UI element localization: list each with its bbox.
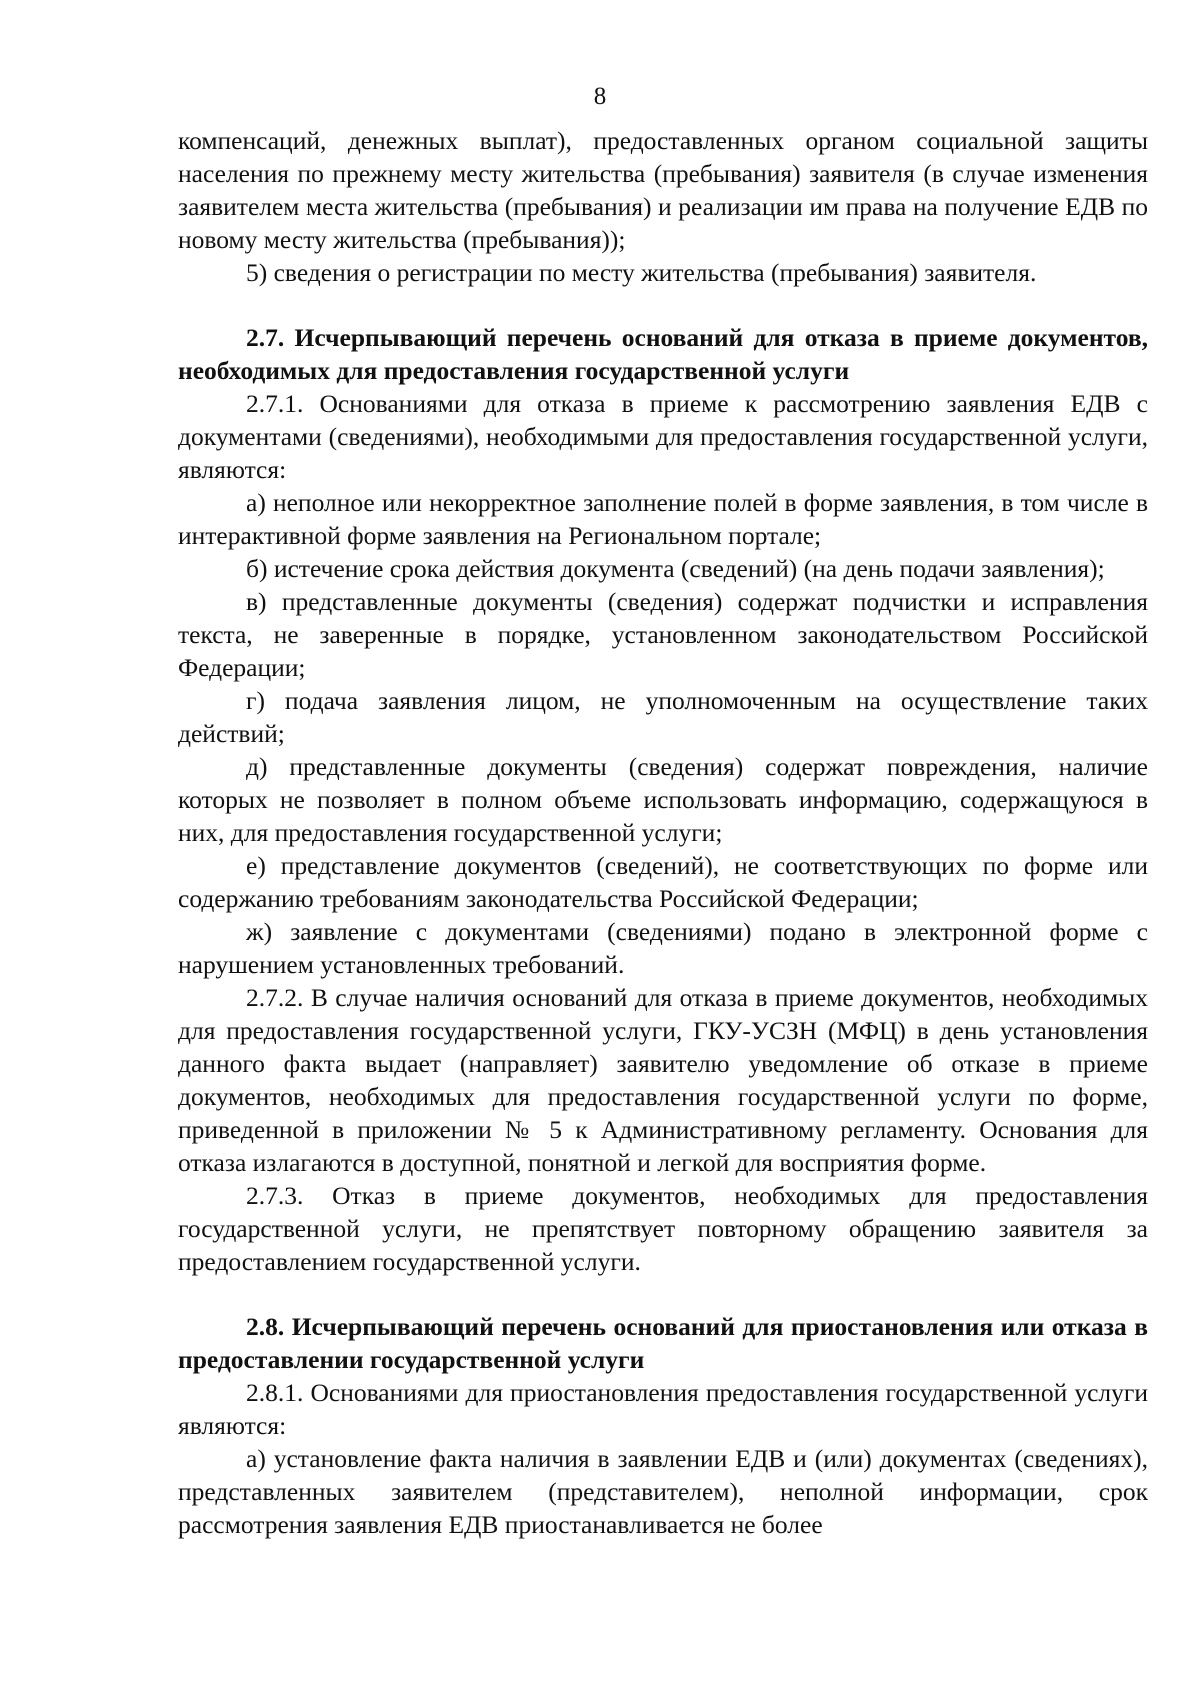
list-item-g: г) подача заявления лицом, не уполномоченным на осуществление таких действий;	[178, 686, 1148, 748]
list-item-zh: ж) заявление с документами (сведениями) подано в электронной форме с нарушением установленных требований.	[178, 917, 1148, 979]
list-item-d: д) представленные документы (сведения) содержат повреждения, наличие которых не позволяет в полном объеме использовать информацию, содержащуюся в них, для предоставления государственной услуги;	[178, 752, 1148, 847]
spacer	[178, 289, 1148, 321]
list-item-a: а) неполное или некорректное заполнение полей в форме заявления, в том числе в интерактивной форме заявления на Региональном портале;	[178, 488, 1148, 550]
list-item-b: б) истечение срока действия документа (сведений) (на день подачи заявления);	[246, 554, 1105, 583]
list-item-e: е) представление документов (сведений), не соответствующих по форме или содержанию требованиям законодательства Российской Федерации;	[178, 851, 1148, 913]
section-heading-2-7: 2.7. Исчерпывающий перечень оснований для отказа в приеме документов, необходимых для предоставления государственной услуги	[178, 323, 1148, 385]
paragraph-2-7-2: 2.7.2. В случае наличия оснований для отказа в приеме документов, необходимых для предоставления государственной услуги, ГКУ-УСЗН (МФЦ) в день установления данного факта выдает (направляет) заявителю уведомление об отказе в приеме документов, необходимых для предоставления государственной услуги по форме, приведенной в приложении № 5 к Административному регламенту. Основания для отказа излагаются в доступной, понятной и легкой для восприятия форме.	[178, 983, 1148, 1177]
document-body	[178, 124, 1148, 1541]
paragraph-2-7-1: 2.7.1. Основаниями для отказа в приеме к рассмотрению заявления ЕДВ с документами (сведениями), необходимыми для предоставления государственной услуги, являются:	[178, 389, 1148, 484]
list-item-v: в) представленные документы (сведения) содержат подчистки и исправления текста, не заверенные в порядке, установленном законодательством Российской Федерации;	[178, 587, 1148, 682]
paragraph-2-8-1: 2.8.1. Основаниями для приостановления предоставления государственной услуги являются:	[178, 1378, 1148, 1440]
page-number: 8	[593, 83, 607, 110]
paragraph-2-7-3: 2.7.3. Отказ в приеме документов, необходимых для предоставления государственной услуги, не препятствует повторному обращению заявителя за предоставлением государственной услуги.	[178, 1181, 1148, 1276]
spacer	[178, 1278, 1148, 1310]
list-item-a-2-8: а) установление факта наличия в заявлении ЕДВ и (или) документах (сведениях), представленных заявителем (представителем), неполной информации, срок рассмотрения заявления ЕДВ приостанавливается не более	[178, 1444, 1148, 1539]
section-heading-2-8: 2.8. Исчерпывающий перечень оснований для приостановления или отказа в предоставлении государственной услуги	[178, 1312, 1148, 1374]
list-item-5: 5) сведения о регистрации по месту жительства (пребывания) заявителя.	[246, 258, 1037, 287]
paragraph-continuation: компенсаций, денежных выплат), предоставленных органом социальной защиты населения по прежнему месту жительства (пребывания) заявителя (в случае изменения заявителем места жительства (пребывания) и реализации им права на получение ЕДВ по новому месту жительства (пребывания));	[178, 126, 1148, 254]
